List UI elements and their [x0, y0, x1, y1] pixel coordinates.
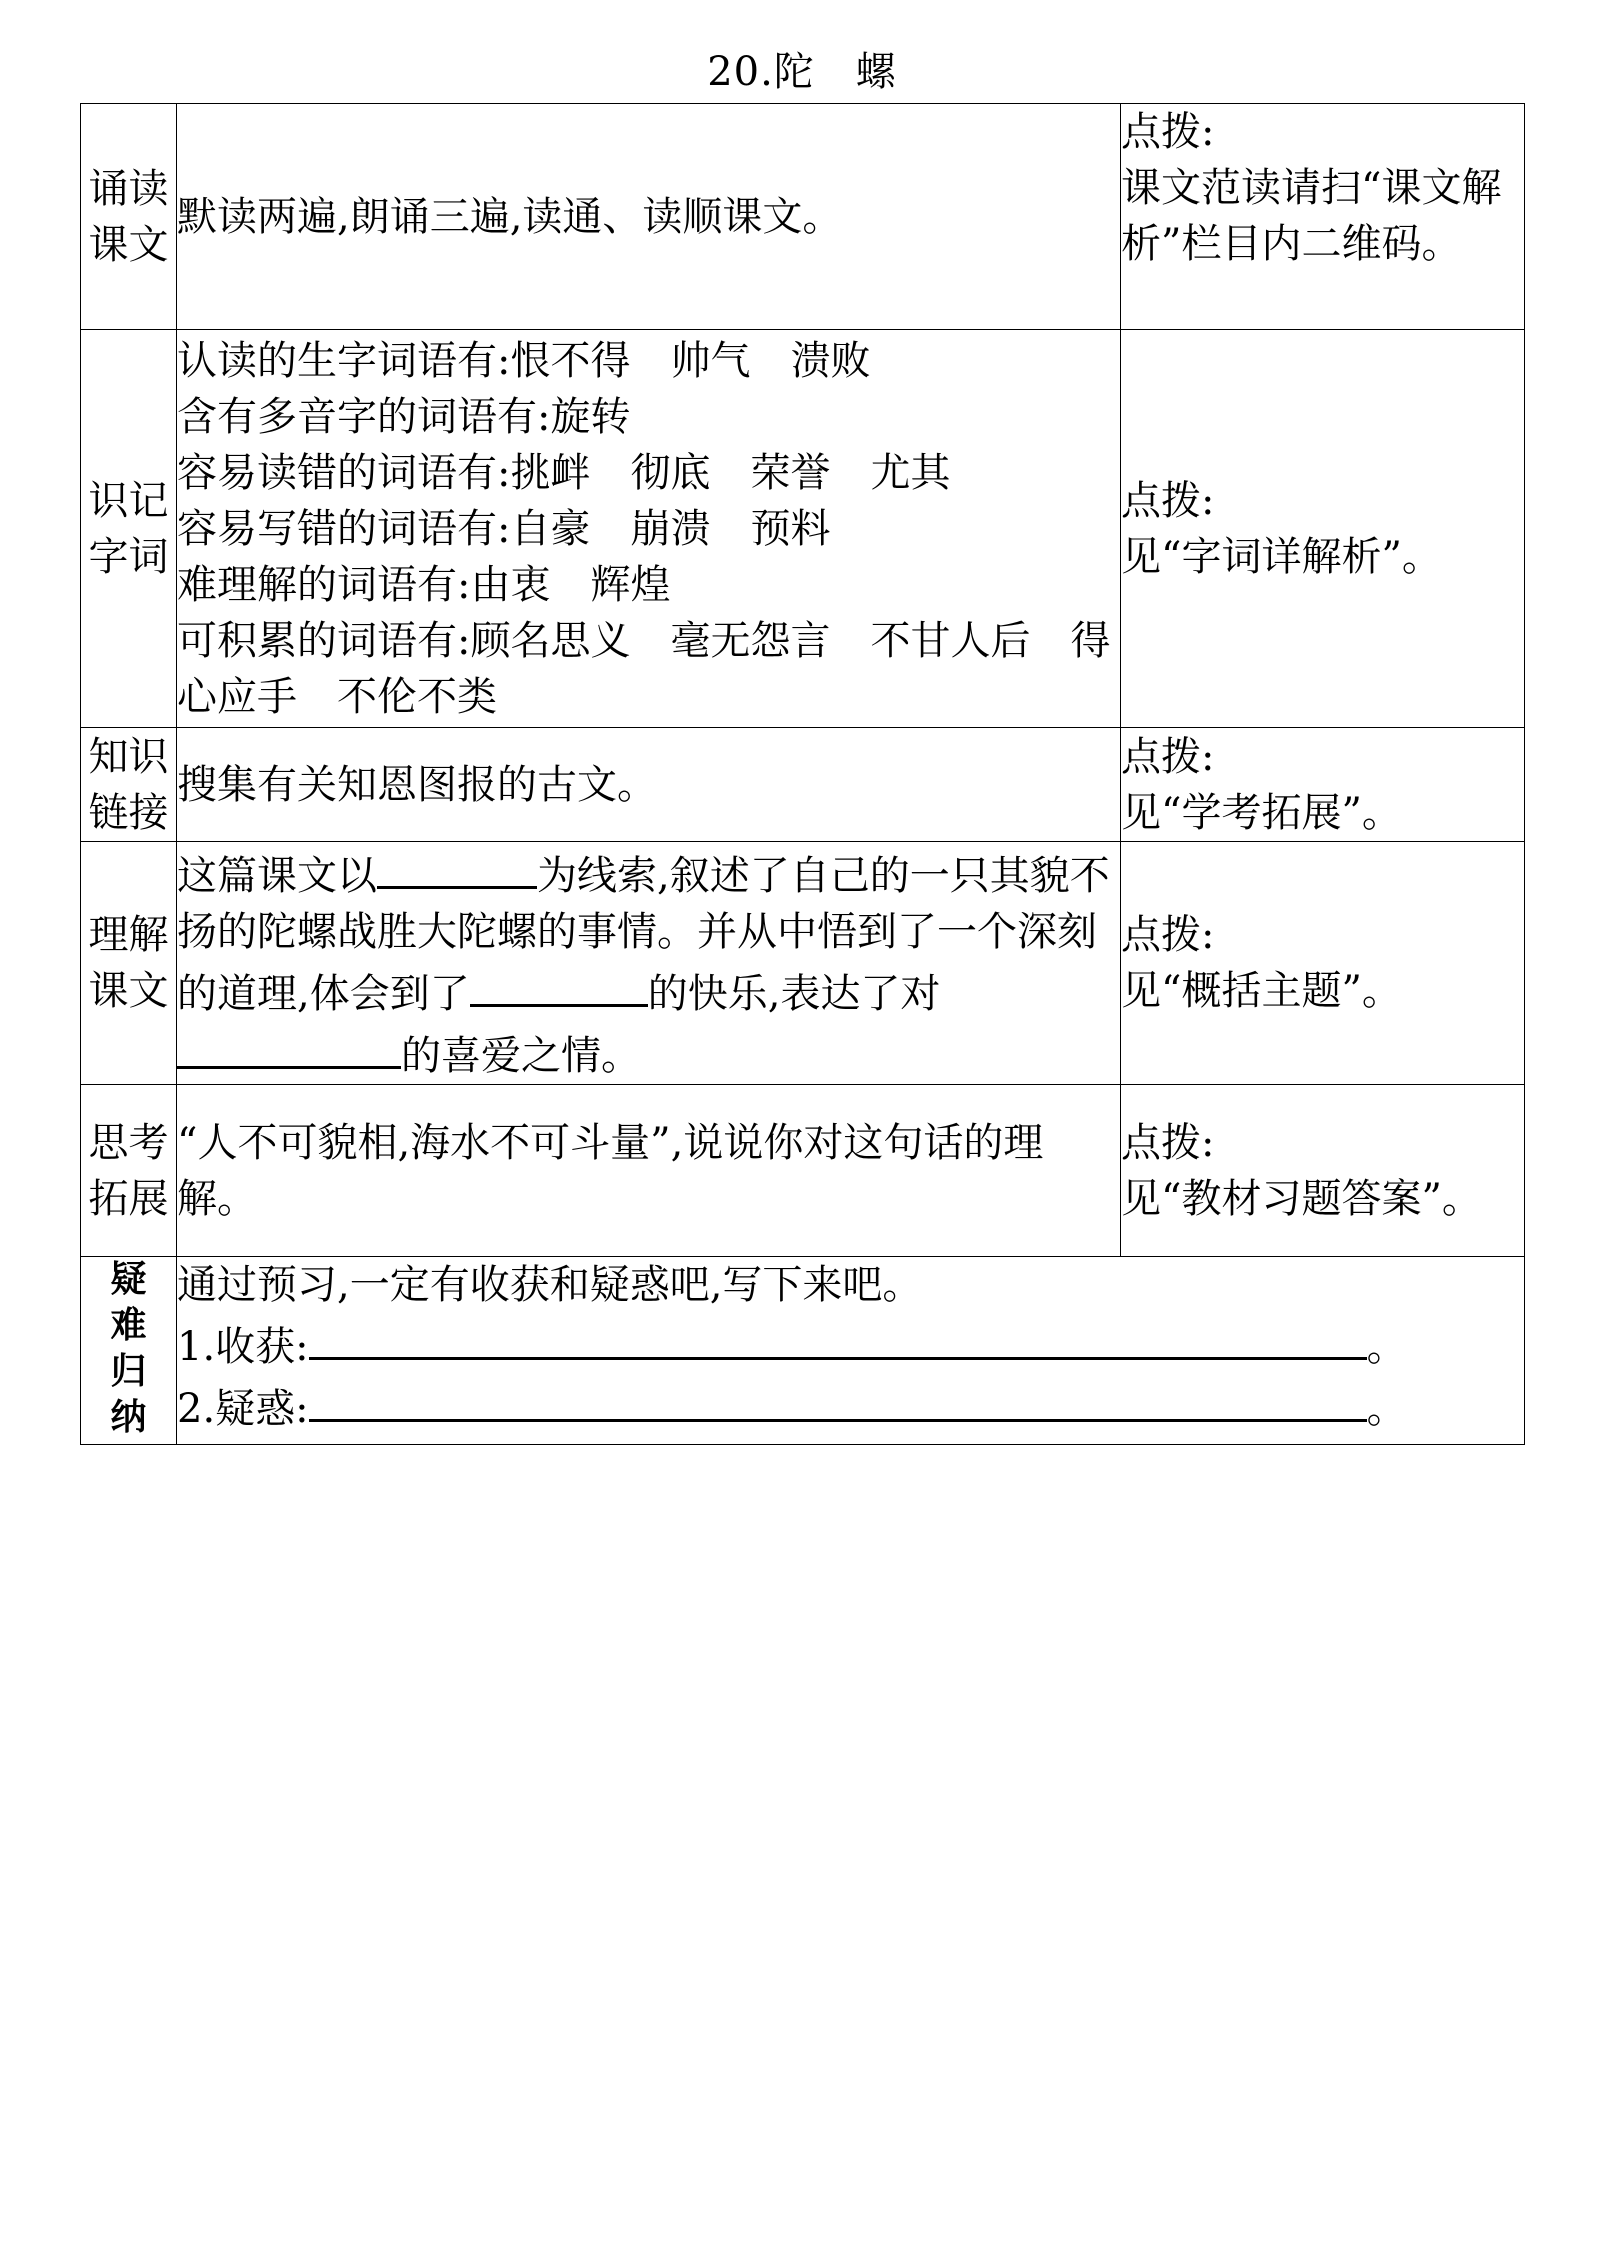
end-mark: 。 [1366, 1324, 1407, 1370]
tip-text: 课文范读请扫“课文解析”栏目内二维码。 [1121, 165, 1502, 267]
row-label-cell [81, 728, 177, 842]
content-line: 容易读错的词语有:挑衅 彻底 荣誉 尤其 [177, 449, 951, 496]
row-label: 诵读课文 [88, 165, 169, 268]
summary-item-doubt [177, 1375, 1524, 1437]
row-label-cell [81, 330, 177, 728]
end-mark: 。 [1366, 1386, 1407, 1432]
tip-text: 见“学考拓展”。 [1121, 789, 1402, 836]
row-content-cell [177, 1085, 1121, 1257]
tip-cell [1121, 842, 1525, 1085]
tip-heading: 点拨: [1121, 109, 1215, 155]
fill-blank-object[interactable] [177, 1022, 401, 1069]
tip-cell [1121, 330, 1525, 728]
row-content-cell [177, 842, 1121, 1085]
row-label: 疑难归纳 [110, 1259, 147, 1438]
row-label: 思考拓展 [88, 1119, 169, 1222]
tip-heading: 点拨: [1121, 477, 1215, 524]
row-label: 知识链接 [88, 733, 169, 836]
doubt-label: 2.疑惑: [177, 1386, 309, 1432]
tip-heading: 点拨: [1121, 1119, 1215, 1166]
text-segment: 为线索,叙述了自己的一只其貌不扬的陀螺战胜大陀螺的事情。并从中悟到了一个深刻的道理,体会到了 [177, 853, 1110, 1017]
text-segment: 的喜爱之情。 [401, 1033, 641, 1079]
table-row-summary [81, 1257, 1525, 1445]
summary-item-gain [177, 1313, 1524, 1375]
tip-text: 见“字词详解析”。 [1121, 533, 1442, 580]
tip-text: 见“概括主题”。 [1121, 968, 1402, 1014]
tip-heading: 点拨: [1121, 733, 1215, 780]
content-line: 默读两遍,朗诵三遍,读通、读顺课文。 [177, 193, 843, 240]
gain-label: 1.收获: [177, 1324, 309, 1370]
table-row-extension [81, 1085, 1525, 1257]
fill-blank-joy[interactable] [470, 960, 648, 1007]
row-label: 识记字词 [88, 477, 169, 580]
doubt-answer-blank[interactable] [309, 1375, 1367, 1422]
summary-intro: 通过预习,一定有收获和疑惑吧,写下来吧。 [177, 1262, 923, 1308]
content-line: 容易写错的词语有:自豪 崩溃 预料 [177, 505, 831, 552]
row-label-cell [81, 1257, 177, 1445]
row-content-cell [177, 330, 1121, 728]
tip-text: 见“教材习题答案”。 [1121, 1175, 1482, 1222]
content-line: 含有多音字的词语有:旋转 [177, 393, 631, 440]
table-row-knowledge-link [81, 728, 1525, 842]
content-line: 认读的生字词语有:恨不得 帅气 溃败 [177, 337, 871, 384]
content-line: 可积累的词语有:顾名思义 毫无怨言 不甘人后 得心应手 不伦不类 [177, 617, 1111, 720]
content-line: 难理解的词语有:由衷 辉煌 [177, 561, 671, 608]
summary-content-cell [177, 1257, 1525, 1445]
comprehension-text [177, 842, 1120, 1084]
tip-cell [1121, 1085, 1525, 1257]
tip-cell [1121, 728, 1525, 842]
content-line: 搜集有关知恩图报的古文。 [177, 761, 657, 808]
preview-table [80, 103, 1525, 1445]
table-row-recite [81, 104, 1525, 330]
fill-blank-theme[interactable] [377, 842, 537, 889]
row-label: 理解课文 [88, 912, 169, 1014]
tip-heading: 点拨: [1121, 912, 1215, 958]
row-label-cell [81, 842, 177, 1085]
row-label-cell [81, 1085, 177, 1257]
content-line: “人不可貌相,海水不可斗量”,说说你对这句话的理解。 [177, 1119, 1044, 1222]
row-content-cell [177, 728, 1121, 842]
document-title: 20.陀 螺 [707, 49, 897, 95]
tip-cell [1121, 104, 1525, 330]
gain-answer-blank[interactable] [309, 1313, 1367, 1360]
row-label-cell [81, 104, 177, 330]
text-segment: 这篇课文以 [177, 853, 377, 899]
table-row-comprehension [81, 842, 1525, 1085]
table-row-vocabulary [81, 330, 1525, 728]
row-content-cell [177, 104, 1121, 330]
text-segment: 的快乐,表达了对 [647, 971, 941, 1017]
